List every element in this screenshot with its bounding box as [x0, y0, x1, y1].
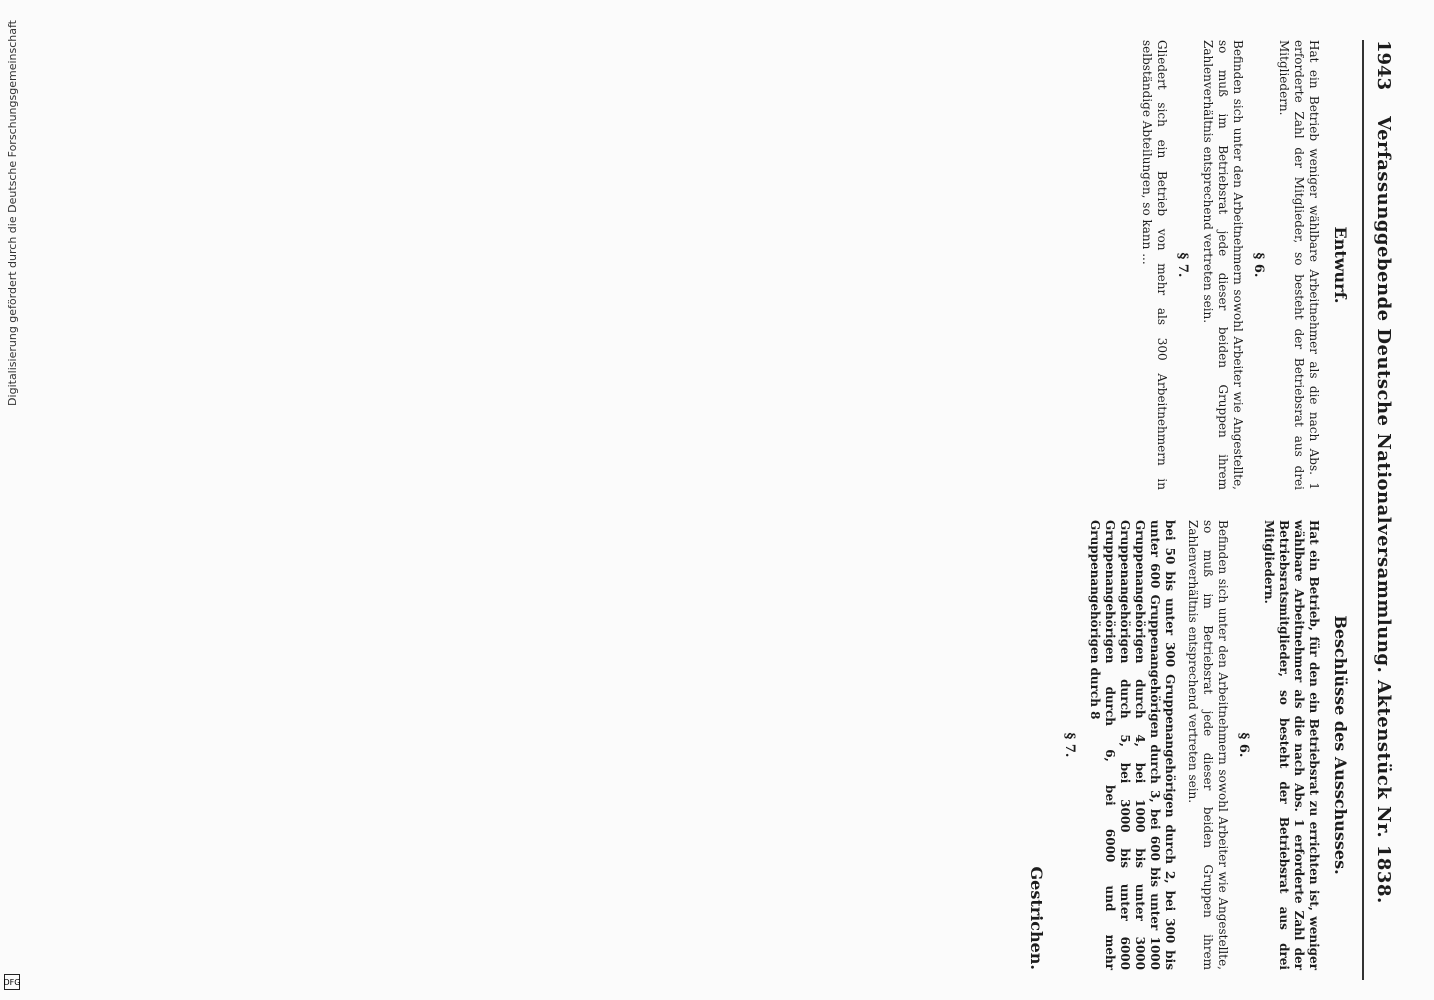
- rotated-content: [80, 40, 1400, 980]
- committee-heading: Beschlüsse des Ausschusses.: [1331, 615, 1350, 875]
- page-header: [1360, 40, 1400, 980]
- digitization-credit: Digitalisierung gefördert durch die Deutsche Forschungsgemeinschaft: [6, 20, 19, 406]
- draft-paragraph: Gliedert sich ein Betrieb von mehr als 300 Arbeitnehmern in selbständige Abteilungen, so kann ...: [1140, 40, 1169, 490]
- page-number: 1943: [1373, 40, 1394, 91]
- committee-section-7: § 7.: [1062, 732, 1077, 758]
- draft-section-7: § 7.: [1175, 252, 1190, 278]
- committee-paragraph: Befinden sich unter den Arbeitnehmern sowohl Arbeiter wie Angestellte, so muß im Betriebsrat jede dieser beiden Gruppen ihrem Zahlenverhältnis entsprechend vertreten sein.: [1186, 520, 1230, 970]
- header-rule: [1362, 40, 1364, 980]
- committee-paragraph: Hat ein Betrieb, für den ein Betriebsrat zu errichten ist, weniger wählbare Arbeitnehmer als die nach Abs. 1 erforderte Zahl der Betriebsratsmitglieder, so besteht der Betriebsrat aus drei Mitgliedern.: [1262, 520, 1321, 970]
- struck-note: Gestrichen.: [1027, 866, 1046, 970]
- dfg-logo: DFG: [4, 974, 20, 990]
- draft-heading: Entwurf.: [1331, 226, 1350, 304]
- draft-paragraph: Hat ein Betrieb weniger wählbare Arbeitnehmer als die nach Abs. 1 erforderte Zahl der Mitglieder, so besteht der Betriebsrat aus drei Mitgliedern.: [1277, 40, 1321, 490]
- draft-section-6: § 6.: [1251, 252, 1266, 278]
- draft-column: [90, 40, 1350, 490]
- page-title: Verfassunggebende Deutsche Nationalversammlung. Aktenstück Nr. 1838.: [1373, 116, 1394, 904]
- committee-group-scale: bei 50 bis unter 300 Gruppenangehörigen durch 2, bei 300 bis unter 600 Gruppenangehörigen durch 3, bei 600 bis unter 1000 Gruppenangehörigen durch 4, bei 1000 bis unter 3000 Gruppenangehörigen durch 5, bei 3000 bis unter 6000 Gruppenangehörigen durch 6, bei 6000 und mehr Gruppenangehörigen durch 8: [1088, 520, 1177, 970]
- committee-section-6: § 6.: [1236, 732, 1251, 758]
- draft-paragraph: Befinden sich unter den Arbeitnehmern sowohl Arbeiter wie Angestellte, so muß im Betriebsrat jede dieser beiden Gruppen ihrem Zahlenverhältnis entsprechend vertreten sein.: [1201, 40, 1245, 490]
- committee-column: [90, 520, 1350, 970]
